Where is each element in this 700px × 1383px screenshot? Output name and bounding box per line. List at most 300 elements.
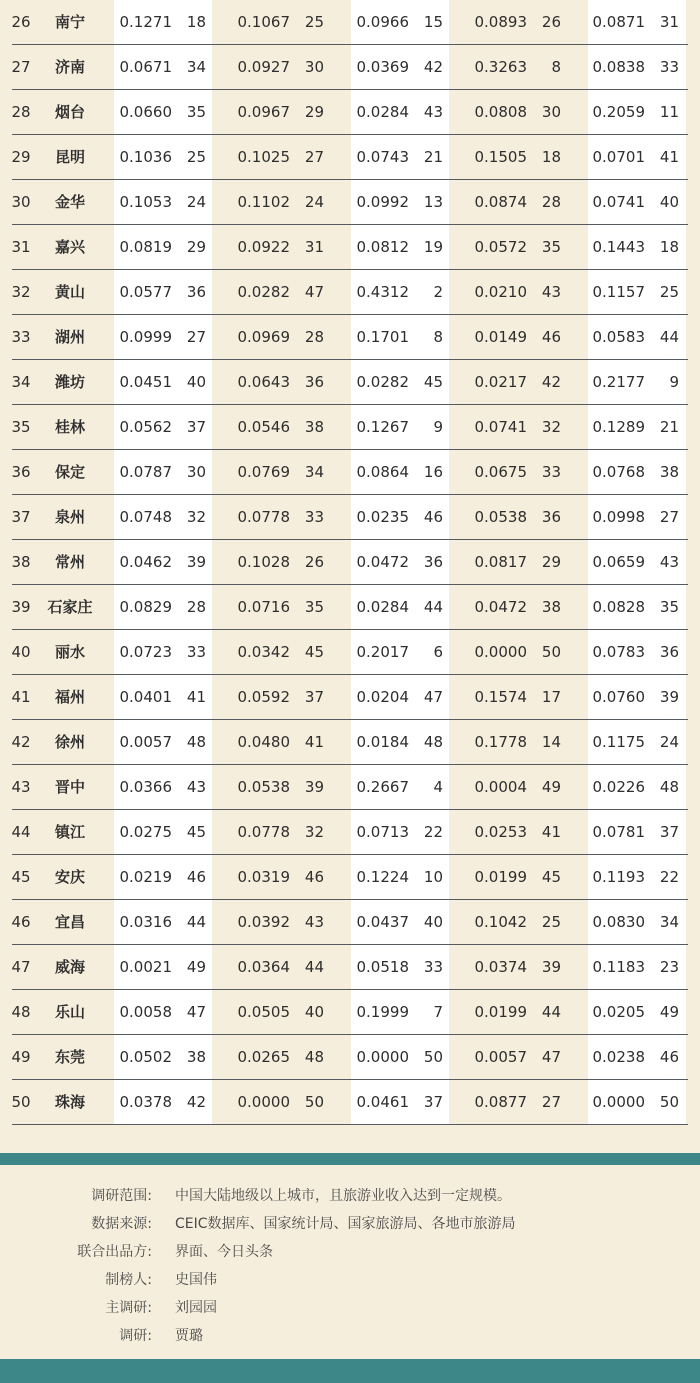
- city-cell: 乐山: [54, 1003, 85, 1021]
- rank-cell: 28: [11, 103, 31, 121]
- rank-cell: 33: [11, 328, 31, 346]
- city-cell: 湖州: [54, 328, 85, 346]
- city-cell: 福州: [54, 688, 85, 706]
- rank-cell: 38: [11, 553, 31, 571]
- rank-in-category-cell: 8: [551, 58, 561, 76]
- table-row: [0, 945, 700, 990]
- city-cell: 昆明: [54, 148, 85, 166]
- rank-in-category-cell: 29: [186, 238, 206, 256]
- rank-in-category-cell: 41: [186, 688, 206, 706]
- score-cell: 0.0828: [592, 598, 645, 616]
- score-cell: 0.0021: [119, 958, 172, 976]
- score-cell: 0.0437: [356, 913, 409, 931]
- rank-in-category-cell: 16: [423, 463, 443, 481]
- score-cell: 0.0282: [356, 373, 409, 391]
- rank-in-category-cell: 50: [541, 643, 561, 661]
- table-row: [0, 585, 700, 630]
- score-cell: 0.0783: [592, 643, 645, 661]
- rank-in-category-cell: 25: [304, 13, 324, 31]
- rank-cell: 45: [11, 868, 31, 886]
- rank-in-category-cell: 43: [423, 103, 443, 121]
- score-cell: 0.0812: [356, 238, 409, 256]
- score-cell: 0.0538: [474, 508, 527, 526]
- rank-in-category-cell: 35: [186, 103, 206, 121]
- rank-in-category-cell: 28: [186, 598, 206, 616]
- score-cell: 0.0877: [474, 1093, 527, 1111]
- score-cell: 0.0741: [592, 193, 645, 211]
- rank-in-category-cell: 24: [659, 733, 679, 751]
- rank-in-category-cell: 49: [541, 778, 561, 796]
- score-cell: 0.0000: [592, 1093, 645, 1111]
- rank-in-category-cell: 33: [659, 58, 679, 76]
- table-row: [0, 810, 700, 855]
- score-cell: 0.0265: [237, 1048, 290, 1066]
- score-cell: 0.0374: [474, 958, 527, 976]
- score-cell: 0.0922: [237, 238, 290, 256]
- table-row: [0, 0, 700, 45]
- rank-in-category-cell: 44: [304, 958, 324, 976]
- rank-in-category-cell: 44: [423, 598, 443, 616]
- score-cell: 0.0927: [237, 58, 290, 76]
- rank-in-category-cell: 49: [659, 1003, 679, 1021]
- rank-in-category-cell: 39: [186, 553, 206, 571]
- score-cell: 0.0472: [356, 553, 409, 571]
- score-cell: 0.0184: [356, 733, 409, 751]
- score-cell: 0.0659: [592, 553, 645, 571]
- score-cell: 0.1183: [592, 958, 645, 976]
- score-cell: 0.0671: [119, 58, 172, 76]
- score-cell: 0.0401: [119, 688, 172, 706]
- score-cell: 0.1574: [474, 688, 527, 706]
- city-cell: 晋中: [54, 778, 85, 796]
- score-cell: 0.0204: [356, 688, 409, 706]
- rank-in-category-cell: 46: [659, 1048, 679, 1066]
- rank-in-category-cell: 35: [659, 598, 679, 616]
- rank-cell: 34: [11, 373, 31, 391]
- score-cell: 0.0538: [237, 778, 290, 796]
- rank-in-category-cell: 42: [186, 1093, 206, 1111]
- rank-cell: 47: [11, 958, 31, 976]
- score-cell: 0.0830: [592, 913, 645, 931]
- rank-in-category-cell: 18: [541, 148, 561, 166]
- score-cell: 0.0577: [119, 283, 172, 301]
- city-cell: 济南: [54, 58, 85, 76]
- score-cell: 0.0364: [237, 958, 290, 976]
- table-row: [0, 45, 700, 90]
- rank-in-category-cell: 32: [304, 823, 324, 841]
- rank-in-category-cell: 2: [433, 283, 443, 301]
- score-cell: 0.0829: [119, 598, 172, 616]
- score-cell: 0.1036: [119, 148, 172, 166]
- rank-in-category-cell: 11: [659, 103, 679, 121]
- rank-in-category-cell: 14: [541, 733, 561, 751]
- score-cell: 0.0057: [119, 733, 172, 751]
- score-cell: 0.1778: [474, 733, 527, 751]
- credit-value: 刘园园: [175, 1300, 217, 1316]
- rank-in-category-cell: 25: [186, 148, 206, 166]
- rank-in-category-cell: 22: [423, 823, 443, 841]
- rank-cell: 31: [11, 238, 31, 256]
- credit-value: 史国伟: [175, 1272, 217, 1288]
- rank-in-category-cell: 36: [186, 283, 206, 301]
- rank-in-category-cell: 46: [423, 508, 443, 526]
- score-cell: 0.0000: [356, 1048, 409, 1066]
- rank-cell: 32: [11, 283, 31, 301]
- rank-in-category-cell: 39: [659, 688, 679, 706]
- rank-in-category-cell: 21: [423, 148, 443, 166]
- credit-value: 界面、今日头条: [175, 1244, 273, 1260]
- rank-in-category-cell: 36: [541, 508, 561, 526]
- score-cell: 0.0778: [237, 508, 290, 526]
- score-cell: 0.0778: [237, 823, 290, 841]
- score-cell: 0.0451: [119, 373, 172, 391]
- table-row: [0, 450, 700, 495]
- credit-value: 中国大陆地级以上城市，且旅游业收入达到一定规模。: [175, 1188, 511, 1204]
- rank-in-category-cell: 39: [541, 958, 561, 976]
- rank-in-category-cell: 15: [423, 13, 443, 31]
- rank-in-category-cell: 28: [304, 328, 324, 346]
- score-cell: 0.0592: [237, 688, 290, 706]
- rank-cell: 41: [11, 688, 31, 706]
- score-cell: 0.2177: [592, 373, 645, 391]
- rank-in-category-cell: 43: [304, 913, 324, 931]
- rank-in-category-cell: 45: [186, 823, 206, 841]
- credit-row: [0, 1266, 700, 1294]
- rank-in-category-cell: 9: [433, 418, 443, 436]
- rank-cell: 44: [11, 823, 31, 841]
- rank-in-category-cell: 48: [186, 733, 206, 751]
- table-row: [0, 630, 700, 675]
- score-cell: 0.0518: [356, 958, 409, 976]
- city-cell: 桂林: [54, 418, 85, 436]
- score-cell: 0.0217: [474, 373, 527, 391]
- score-cell: 0.1028: [237, 553, 290, 571]
- score-cell: 0.0743: [356, 148, 409, 166]
- rank-in-category-cell: 35: [541, 238, 561, 256]
- rank-in-category-cell: 33: [541, 463, 561, 481]
- score-cell: 0.0864: [356, 463, 409, 481]
- table-row: [0, 135, 700, 180]
- rank-in-category-cell: 31: [659, 13, 679, 31]
- score-cell: 0.0210: [474, 283, 527, 301]
- rank-in-category-cell: 6: [433, 643, 443, 661]
- score-cell: 0.1175: [592, 733, 645, 751]
- city-cell: 徐州: [54, 733, 85, 751]
- rank-in-category-cell: 50: [659, 1093, 679, 1111]
- score-cell: 0.0235: [356, 508, 409, 526]
- rank-in-category-cell: 23: [659, 958, 679, 976]
- rank-in-category-cell: 33: [423, 958, 443, 976]
- rank-in-category-cell: 50: [304, 1093, 324, 1111]
- score-cell: 0.0282: [237, 283, 290, 301]
- rank-in-category-cell: 30: [186, 463, 206, 481]
- rank-cell: 39: [11, 598, 31, 616]
- rank-in-category-cell: 26: [304, 553, 324, 571]
- rank-in-category-cell: 32: [541, 418, 561, 436]
- credit-row: [0, 1182, 700, 1210]
- rank-cell: 50: [11, 1093, 31, 1111]
- rank-cell: 30: [11, 193, 31, 211]
- rank-in-category-cell: 39: [304, 778, 324, 796]
- rank-in-category-cell: 28: [541, 193, 561, 211]
- score-cell: 0.0480: [237, 733, 290, 751]
- score-cell: 0.1271: [119, 13, 172, 31]
- score-cell: 0.0716: [237, 598, 290, 616]
- credit-label: 制榜人:: [105, 1272, 152, 1288]
- rank-in-category-cell: 42: [423, 58, 443, 76]
- rank-in-category-cell: 46: [186, 868, 206, 886]
- score-cell: 0.0149: [474, 328, 527, 346]
- rank-cell: 37: [11, 508, 31, 526]
- score-cell: 0.1224: [356, 868, 409, 886]
- rank-in-category-cell: 48: [304, 1048, 324, 1066]
- score-cell: 0.0969: [237, 328, 290, 346]
- city-cell: 泉州: [54, 508, 85, 526]
- city-cell: 保定: [54, 463, 85, 481]
- score-cell: 0.0817: [474, 553, 527, 571]
- score-cell: 0.0392: [237, 913, 290, 931]
- score-cell: 0.0000: [474, 643, 527, 661]
- rank-cell: 29: [11, 148, 31, 166]
- score-cell: 0.0316: [119, 913, 172, 931]
- rank-in-category-cell: 42: [541, 373, 561, 391]
- credit-label: 调研范围:: [91, 1188, 152, 1204]
- rank-in-category-cell: 29: [541, 553, 561, 571]
- score-cell: 0.0284: [356, 598, 409, 616]
- rank-cell: 26: [11, 13, 31, 31]
- rank-in-category-cell: 24: [304, 193, 324, 211]
- score-cell: 0.0199: [474, 1003, 527, 1021]
- score-cell: 0.0502: [119, 1048, 172, 1066]
- rank-in-category-cell: 31: [304, 238, 324, 256]
- rank-in-category-cell: 24: [186, 193, 206, 211]
- rank-in-category-cell: 46: [304, 868, 324, 886]
- rank-in-category-cell: 40: [304, 1003, 324, 1021]
- score-cell: 0.2017: [356, 643, 409, 661]
- score-cell: 0.0967: [237, 103, 290, 121]
- rank-in-category-cell: 41: [659, 148, 679, 166]
- score-cell: 0.0366: [119, 778, 172, 796]
- score-cell: 0.0643: [237, 373, 290, 391]
- table-row: [0, 540, 700, 585]
- score-cell: 0.0675: [474, 463, 527, 481]
- rank-in-category-cell: 18: [659, 238, 679, 256]
- table-row: [0, 90, 700, 135]
- rank-in-category-cell: 35: [304, 598, 324, 616]
- city-cell: 威海: [54, 958, 85, 976]
- rank-in-category-cell: 38: [541, 598, 561, 616]
- city-cell: 黄山: [54, 283, 85, 301]
- score-cell: 0.2667: [356, 778, 409, 796]
- table-row: [0, 495, 700, 540]
- rank-in-category-cell: 36: [423, 553, 443, 571]
- score-cell: 0.0472: [474, 598, 527, 616]
- rank-in-category-cell: 34: [304, 463, 324, 481]
- credit-label: 数据来源:: [91, 1216, 152, 1232]
- score-cell: 0.0572: [474, 238, 527, 256]
- score-cell: 0.0760: [592, 688, 645, 706]
- rank-in-category-cell: 44: [186, 913, 206, 931]
- rank-in-category-cell: 41: [304, 733, 324, 751]
- rank-in-category-cell: 50: [423, 1048, 443, 1066]
- credit-row: [0, 1294, 700, 1322]
- rank-in-category-cell: 21: [659, 418, 679, 436]
- rank-in-category-cell: 43: [659, 553, 679, 571]
- rank-in-category-cell: 34: [186, 58, 206, 76]
- rank-in-category-cell: 30: [541, 103, 561, 121]
- score-cell: 0.0369: [356, 58, 409, 76]
- score-cell: 0.0741: [474, 418, 527, 436]
- score-cell: 0.0058: [119, 1003, 172, 1021]
- score-cell: 0.0000: [237, 1093, 290, 1111]
- rank-in-category-cell: 27: [186, 328, 206, 346]
- rank-cell: 27: [11, 58, 31, 76]
- score-cell: 0.0505: [237, 1003, 290, 1021]
- score-cell: 0.1042: [474, 913, 527, 931]
- rank-in-category-cell: 27: [541, 1093, 561, 1111]
- score-cell: 0.0275: [119, 823, 172, 841]
- section-divider-bottom: [0, 1359, 700, 1383]
- credit-value: CEIC数据库、国家统计局、国家旅游局、各地市旅游局: [175, 1216, 516, 1232]
- rank-in-category-cell: 18: [186, 13, 206, 31]
- score-cell: 0.0781: [592, 823, 645, 841]
- city-cell: 烟台: [54, 103, 85, 121]
- table-row: [0, 855, 700, 900]
- rank-cell: 42: [11, 733, 31, 751]
- table-row: [0, 405, 700, 450]
- score-cell: 0.0057: [474, 1048, 527, 1066]
- rank-in-category-cell: 48: [423, 733, 443, 751]
- score-cell: 0.1025: [237, 148, 290, 166]
- score-cell: 0.1053: [119, 193, 172, 211]
- city-cell: 安庆: [54, 868, 85, 886]
- score-cell: 0.4312: [356, 283, 409, 301]
- credit-label: 主调研:: [105, 1300, 152, 1316]
- score-cell: 0.0461: [356, 1093, 409, 1111]
- score-cell: 0.0713: [356, 823, 409, 841]
- table-row: [0, 1080, 700, 1125]
- rank-in-category-cell: 44: [659, 328, 679, 346]
- rank-in-category-cell: 33: [186, 643, 206, 661]
- city-cell: 石家庄: [47, 598, 93, 616]
- score-cell: 0.0769: [237, 463, 290, 481]
- rank-in-category-cell: 47: [423, 688, 443, 706]
- section-divider-top: [0, 1153, 700, 1165]
- rank-in-category-cell: 8: [433, 328, 443, 346]
- rank-in-category-cell: 33: [304, 508, 324, 526]
- rank-in-category-cell: 27: [659, 508, 679, 526]
- rank-in-category-cell: 45: [423, 373, 443, 391]
- score-cell: 0.0701: [592, 148, 645, 166]
- rank-cell: 46: [11, 913, 31, 931]
- score-cell: 0.0546: [237, 418, 290, 436]
- score-cell: 0.0205: [592, 1003, 645, 1021]
- score-cell: 0.0893: [474, 13, 527, 31]
- rank-in-category-cell: 45: [304, 643, 324, 661]
- rank-in-category-cell: 9: [669, 373, 679, 391]
- rank-in-category-cell: 32: [186, 508, 206, 526]
- rank-cell: 35: [11, 418, 31, 436]
- score-cell: 0.1193: [592, 868, 645, 886]
- rank-cell: 48: [11, 1003, 31, 1021]
- rank-in-category-cell: 40: [186, 373, 206, 391]
- rank-in-category-cell: 34: [659, 913, 679, 931]
- rank-cell: 49: [11, 1048, 31, 1066]
- rank-in-category-cell: 26: [541, 13, 561, 31]
- score-cell: 0.0238: [592, 1048, 645, 1066]
- rank-cell: 36: [11, 463, 31, 481]
- rank-in-category-cell: 22: [659, 868, 679, 886]
- rank-in-category-cell: 43: [541, 283, 561, 301]
- score-cell: 0.1443: [592, 238, 645, 256]
- credits-section: [0, 1182, 700, 1350]
- rank-in-category-cell: 38: [304, 418, 324, 436]
- table-row: [0, 270, 700, 315]
- score-cell: 0.0874: [474, 193, 527, 211]
- score-cell: 0.1701: [356, 328, 409, 346]
- city-cell: 金华: [54, 193, 85, 211]
- rank-in-category-cell: 40: [423, 913, 443, 931]
- rank-in-category-cell: 4: [433, 778, 443, 796]
- score-cell: 0.0999: [119, 328, 172, 346]
- city-cell: 嘉兴: [54, 238, 85, 256]
- rank-in-category-cell: 47: [541, 1048, 561, 1066]
- table-row: [0, 720, 700, 765]
- score-cell: 0.0748: [119, 508, 172, 526]
- score-cell: 0.1157: [592, 283, 645, 301]
- city-cell: 东莞: [54, 1048, 85, 1066]
- city-cell: 南宁: [54, 13, 85, 31]
- score-cell: 0.0004: [474, 778, 527, 796]
- rank-in-category-cell: 37: [186, 418, 206, 436]
- city-cell: 潍坊: [54, 373, 85, 391]
- score-cell: 0.0378: [119, 1093, 172, 1111]
- score-cell: 0.0808: [474, 103, 527, 121]
- score-cell: 0.0342: [237, 643, 290, 661]
- rank-in-category-cell: 37: [659, 823, 679, 841]
- rank-in-category-cell: 29: [304, 103, 324, 121]
- score-cell: 0.2059: [592, 103, 645, 121]
- table-row: [0, 360, 700, 405]
- credit-label: 联合出品方:: [77, 1244, 152, 1260]
- table-row: [0, 1035, 700, 1080]
- rank-in-category-cell: 17: [541, 688, 561, 706]
- rank-in-category-cell: 13: [423, 193, 443, 211]
- rank-in-category-cell: 40: [659, 193, 679, 211]
- credit-label: 调研:: [119, 1328, 152, 1344]
- city-cell: 宜昌: [54, 913, 85, 931]
- score-cell: 0.1067: [237, 13, 290, 31]
- score-cell: 0.0723: [119, 643, 172, 661]
- score-cell: 0.0660: [119, 103, 172, 121]
- score-cell: 0.0319: [237, 868, 290, 886]
- rank-in-category-cell: 47: [186, 1003, 206, 1021]
- score-cell: 0.0871: [592, 13, 645, 31]
- city-cell: 丽水: [54, 643, 85, 661]
- score-cell: 0.3263: [474, 58, 527, 76]
- score-cell: 0.1289: [592, 418, 645, 436]
- score-cell: 0.0284: [356, 103, 409, 121]
- score-cell: 0.0768: [592, 463, 645, 481]
- score-cell: 0.0226: [592, 778, 645, 796]
- city-cell: 珠海: [54, 1093, 85, 1111]
- rank-in-category-cell: 27: [304, 148, 324, 166]
- credit-row: [0, 1238, 700, 1266]
- rank-in-category-cell: 49: [186, 958, 206, 976]
- score-cell: 0.0583: [592, 328, 645, 346]
- rank-in-category-cell: 41: [541, 823, 561, 841]
- score-cell: 0.1102: [237, 193, 290, 211]
